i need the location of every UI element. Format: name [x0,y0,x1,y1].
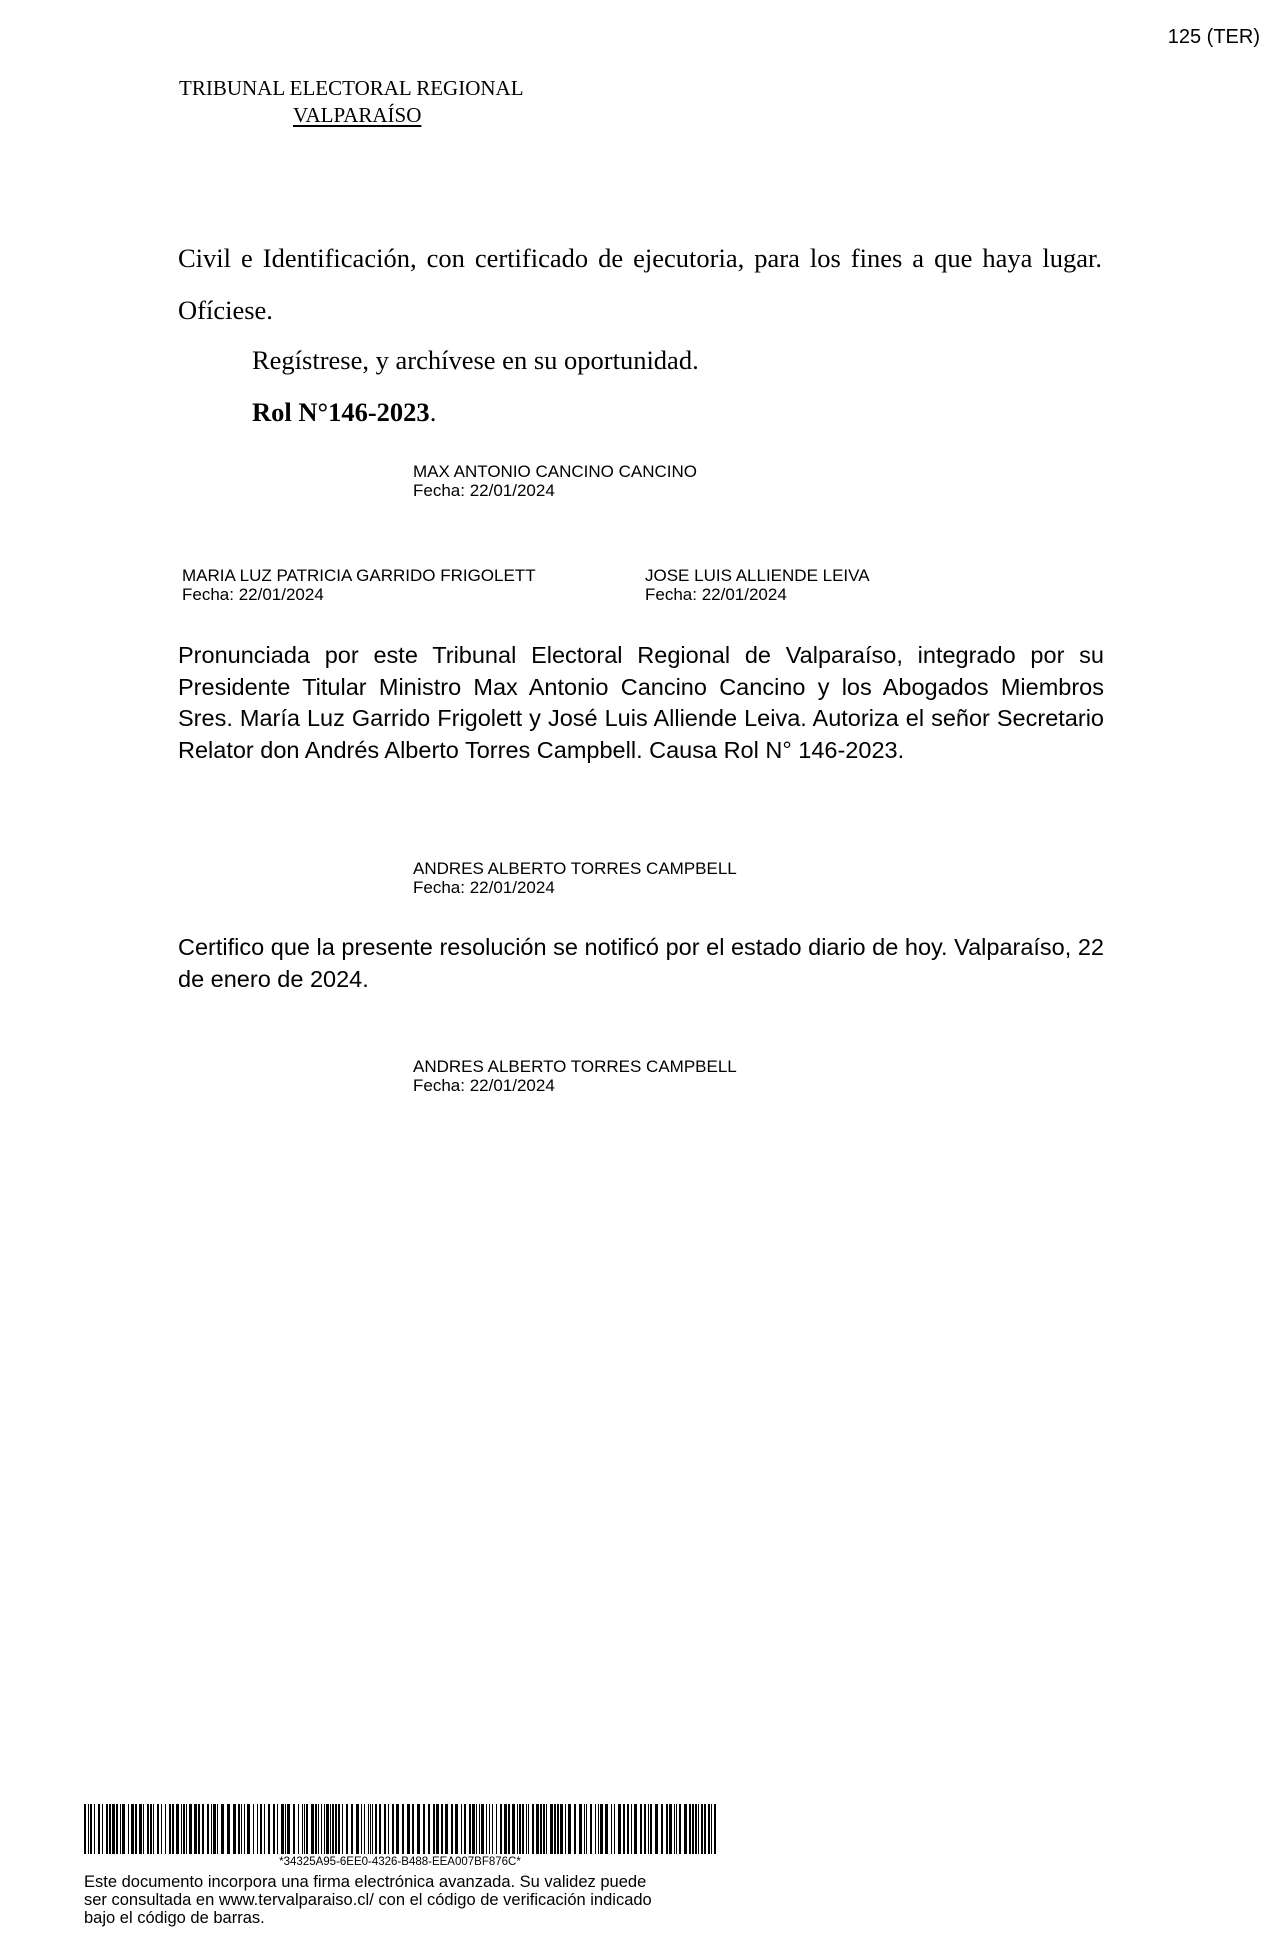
barcode-bar [546,1804,547,1854]
barcode-bar [233,1804,236,1854]
rol-suffix: . [429,397,437,427]
barcode-bar [277,1804,278,1854]
barcode-bar [565,1804,566,1854]
barcode-bar [644,1804,646,1854]
barcode-bar [412,1804,414,1854]
barcode-bar [614,1804,615,1854]
barcode-bar [392,1804,394,1854]
barcode-bar [526,1804,527,1854]
barcode-bar [247,1804,250,1854]
barcode-bar [268,1804,270,1854]
barcode-bar [504,1804,507,1854]
barcode-bar [423,1804,425,1854]
barcode-bar [560,1804,563,1854]
barcode-bar [492,1804,493,1854]
barcode-bar [384,1804,386,1854]
barcode-bar [169,1804,171,1854]
barcode-bar [364,1804,365,1854]
barcode-bar [517,1804,518,1854]
barcode-bar [695,1804,697,1854]
barcode-bar [684,1804,687,1854]
barcode-bar [375,1804,377,1854]
signature-date: Fecha: 22/01/2024 [413,481,555,500]
barcode-bar [172,1804,174,1854]
barcode-bar [90,1804,92,1854]
barcode-bar [257,1804,258,1854]
barcode-bar [326,1804,329,1854]
rol-label: Rol N°146-2023 [252,397,430,427]
barcode-bar [519,1804,521,1854]
barcode-bar [293,1804,295,1854]
barcode-bar [198,1804,200,1854]
barcode-bar [522,1804,524,1854]
barcode-bar [304,1804,305,1854]
barcode-bar [221,1804,224,1854]
barcode-bar [351,1804,353,1854]
barcode-bar [464,1804,466,1854]
barcode-bar [595,1804,596,1854]
barcode-bar [330,1804,331,1854]
barcode-bar [161,1804,162,1854]
barcode-bar [396,1804,399,1854]
barcode-bar [701,1804,703,1854]
barcode-bar [605,1804,608,1854]
barcode-bar [244,1804,245,1854]
barcode-bar [139,1804,142,1854]
barcode-bar [181,1804,182,1854]
barcode-bar [579,1804,582,1854]
barcode-bar [676,1804,677,1854]
signature-name: MAX ANTONIO CANCINO CANCINO [413,462,697,481]
barcode-bar [356,1804,359,1854]
barcode-bar [335,1804,337,1854]
rol-number [252,386,1102,438]
paragraph-civil: Civil e Identificación, con certificado de ejecutoria, para los fines a que haya lugar. Ofíciese. [178,243,1102,325]
signature-name: MARIA LUZ PATRICIA GARRIDO FRIGOLETT [182,566,536,585]
barcode-bar [324,1804,325,1854]
barcode-bar [714,1804,716,1854]
barcode-bar [623,1804,625,1854]
barcode-bar [550,1804,553,1854]
barcode-bar [618,1804,621,1854]
barcode-bar [321,1804,322,1854]
barcode-bar [372,1804,373,1854]
barcode-bar [481,1804,484,1854]
barcode-bar [698,1804,699,1854]
signature-block-cancino [413,462,697,500]
barcode-bar [611,1804,612,1854]
barcode-bar [476,1804,477,1854]
barcode-bar [648,1804,649,1854]
barcode-bar [361,1804,362,1854]
barcode-bar [574,1804,576,1854]
barcode-bar [428,1804,430,1854]
barcode-bar [298,1804,299,1854]
barcode-bar [500,1804,502,1854]
barcode-bar [634,1804,637,1854]
barcode-bar [407,1804,410,1854]
barcode-bar [332,1804,334,1854]
verification-barcode-block [84,1804,716,1868]
signature-block-alliende [645,566,870,604]
barcode-bar [598,1804,599,1854]
barcode-bar [264,1804,265,1854]
barcode-bar [102,1804,103,1854]
barcode-bar [135,1804,137,1854]
barcode-bar [315,1804,317,1854]
page-number: 125 (TER) [1167,26,1260,48]
barcode-bar [441,1804,443,1854]
barcode-bar [112,1804,115,1854]
barcode-bar [302,1804,303,1854]
barcode-bar [445,1804,448,1854]
barcode-bar [532,1804,534,1854]
header-tribunal: TRIBUNAL ELECTORAL REGIONAL [179,76,524,100]
barcode-bar [692,1804,694,1854]
barcode-bar [241,1804,242,1854]
barcode-image [84,1804,716,1854]
barcode-bar [260,1804,262,1854]
barcode-bar [311,1804,314,1854]
barcode-bar [189,1804,192,1854]
signature-date: Fecha: 22/01/2024 [645,585,787,604]
signature-date: Fecha: 22/01/2024 [413,878,555,897]
barcode-bar [281,1804,284,1854]
barcode-bar [472,1804,475,1854]
barcode-bar [508,1804,510,1854]
barcode-bar [711,1804,712,1854]
barcode-bar [176,1804,179,1854]
signature-block-garrido [182,566,536,604]
barcode-bar [496,1804,497,1854]
barcode-bar [540,1804,542,1854]
barcode-bar [655,1804,658,1854]
barcode-bar [287,1804,290,1854]
barcode-bar [402,1804,404,1854]
barcode-bar [370,1804,371,1854]
barcode-bar [679,1804,681,1854]
barcode-bar [157,1804,159,1854]
barcode-bar [479,1804,480,1854]
barcode-bar [669,1804,672,1854]
barcode-bar [417,1804,420,1854]
barcode-bar [153,1804,154,1854]
barcode-bar [469,1804,471,1854]
barcode-bar [554,1804,556,1854]
barcode-bar [543,1804,545,1854]
barcode-bar [217,1804,218,1854]
barcode-bar [666,1804,668,1854]
barcode-bar [285,1804,286,1854]
barcode-bar [318,1804,319,1854]
barcode-bar [346,1804,348,1854]
signature-name: ANDRES ALBERTO TORRES CAMPBELL [413,859,737,878]
barcode-bar [674,1804,675,1854]
barcode-bar [128,1804,129,1854]
barcode-bar [528,1804,529,1854]
barcode-bar [451,1804,453,1854]
barcode-bar [186,1804,187,1854]
barcode-bar [661,1804,663,1854]
barcode-bar [379,1804,381,1854]
barcode-bar [436,1804,439,1854]
barcode-bar [631,1804,632,1854]
barcode-bar [512,1804,515,1854]
signature-block-torres-certification [413,1057,737,1095]
barcode-bar [106,1804,108,1854]
barcode-bar [94,1804,95,1854]
barcode-bar [486,1804,487,1854]
signature-name: JOSE LUIS ALLIENDE LEIVA [645,566,870,585]
barcode-bar [704,1804,706,1854]
barcode-bar [568,1804,571,1854]
paragraph-registrese: Regístrese, y archívese en su oportunidad. [252,345,699,375]
barcode-bar [253,1804,254,1854]
barcode-bar [116,1804,118,1854]
barcode-bar [227,1804,230,1854]
barcode-bar [689,1804,691,1854]
paragraph-pronunciada: Pronunciada por este Tribunal Electoral Regional de Valparaíso, integrado por su Presidente Titular Ministro Max Antonio Cancino Cancino y los Abogados Miembros Sres. María Luz Garrido Frigolett y José Luis Alliende Leiva. Autoriza el señor Secretario Relator don Andrés Alberto Torres Campbell. Causa Rol N° 146-2023. [178,642,1104,763]
signature-block-torres-secretary [413,859,737,897]
header-valparaiso: VALPARAÍSO [293,103,422,127]
barcode-bar [557,1804,559,1854]
barcode-bar [306,1804,308,1854]
signature-name: ANDRES ALBERTO TORRES CAMPBELL [413,1057,737,1076]
paragraph-certifico: Certifico que la presente resolución se notificó por el estado diario de hoy. Valparaíso, 22 de enero de 2024. [178,934,1104,992]
barcode-bar [88,1804,89,1854]
footer-verification-note [84,1873,724,1927]
signature-date: Fecha: 22/01/2024 [413,1076,555,1095]
barcode-bar [536,1804,539,1854]
barcode-bar [207,1804,209,1854]
footer-line: Este documento incorpora una firma electrónica avanzada. Su validez puede [84,1873,647,1891]
barcode-bar [238,1804,240,1854]
barcode-bar [388,1804,389,1854]
barcode-bar [213,1804,216,1854]
signature-date: Fecha: 22/01/2024 [182,585,324,604]
barcode-bar [640,1804,642,1854]
barcode-bar [165,1804,166,1854]
barcode-bar [84,1804,86,1854]
barcode-bar [143,1804,144,1854]
barcode-bar [433,1804,435,1854]
barcode-bar [202,1804,204,1854]
barcode-bar [586,1804,587,1854]
barcode-bar [650,1804,652,1854]
barcode-bar [273,1804,275,1854]
barcode-bar [600,1804,603,1854]
barcode-bar [489,1804,490,1854]
footer-line: ser consultada en www.tervalparaiso.cl/ con el código de verificación indicado [84,1891,652,1909]
barcode-bar [211,1804,212,1854]
barcode-bar [590,1804,592,1854]
barcode-bar [194,1804,197,1854]
barcode-bar [461,1804,462,1854]
barcode-bar [150,1804,152,1854]
barcode-bar [708,1804,710,1854]
barcode-bar [109,1804,111,1854]
barcode-bar [584,1804,585,1854]
barcode-bar [368,1804,369,1854]
barcode-bar [183,1804,185,1854]
barcode-bar [455,1804,458,1854]
barcode-bar [627,1804,629,1854]
barcode-bar [131,1804,134,1854]
footer-line: bajo el código de barras. [84,1909,265,1927]
barcode-bar [342,1804,343,1854]
barcode-code: *34325A95-6EE0-4326-B488-EEA007BF876C* [279,1856,521,1868]
barcode-bar [122,1804,125,1854]
barcode-bar [98,1804,100,1854]
barcode-bar [147,1804,149,1854]
barcode-bar [338,1804,340,1854]
barcode-bar [120,1804,121,1854]
